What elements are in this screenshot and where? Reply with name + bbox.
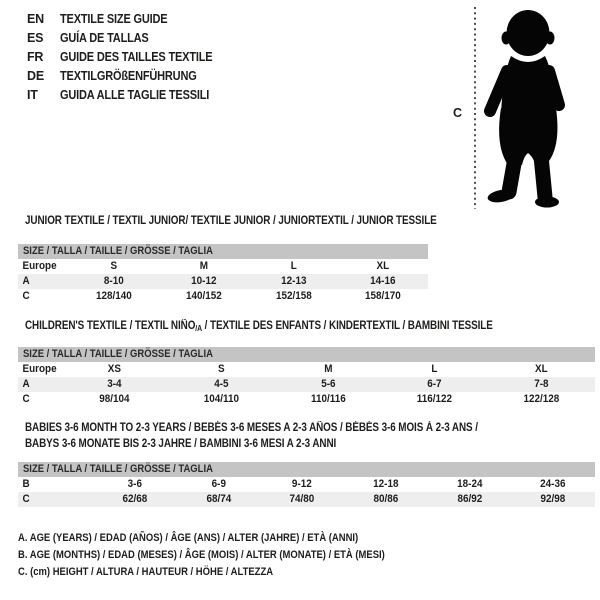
size-cell: S [110,260,118,272]
height-measure-label: C [453,106,463,120]
height-cell: 140/152 [185,290,222,302]
size-header-bar [18,244,428,259]
size-cell: XL [376,260,390,272]
table-row-height [18,492,595,507]
height-cell: 80/86 [373,493,399,505]
height-cell: 98/104 [99,393,130,405]
guide-title-de: TEXTILGRÖßENFÜHRUNG [60,69,197,83]
guide-title-es: GUÍA DE TALLAS [60,31,149,45]
table-row-months [18,477,595,492]
age-cell: 4-5 [214,378,229,390]
height-cell: 122/128 [523,393,560,405]
height-cell: 152/158 [275,290,312,302]
age-cell: 12-13 [280,275,307,287]
size-header-label: SIZE / TALLA / TAILLE / GRÖSSE / TAGLIA [23,463,213,475]
guide-title-fr: GUIDE DES TAILLES TEXTILE [60,50,213,64]
children-table-title [25,320,493,335]
children-title-subscript: /A [195,324,203,333]
children-size-table [18,347,595,407]
months-cell: 12-18 [373,478,399,490]
row-label: C [22,290,30,302]
age-cell: 10-12 [191,275,217,287]
months-cell: 24-36 [540,478,566,490]
height-cell: 86/92 [457,493,482,505]
size-header-bar [18,462,595,477]
language-code: FR [27,50,44,64]
height-cell: 74/80 [289,493,315,505]
size-header-label: SIZE / TALLA / TAILLE / GRÖSSE / TAGLIA [23,348,213,360]
language-title-list [27,10,233,105]
age-cell: 8-10 [104,275,125,287]
size-cell: L [290,260,297,272]
row-label: A [22,275,30,287]
abbreviation-legend [18,530,445,581]
size-cell: S [218,363,225,375]
row-label: Europe [22,363,57,375]
language-code: ES [27,31,44,45]
height-cell: 68/74 [206,493,231,505]
size-cell: L [431,363,438,375]
size-header-label: SIZE / TALLA / TAILLE / GRÖSSE / TAGLIA [23,245,213,257]
row-label: C [22,493,30,505]
children-title-part: CHILDREN'S TEXTILE / TEXTIL NIÑO [25,320,196,332]
size-cell: XL [535,363,548,375]
row-label: C [22,393,30,405]
row-label: Europe [22,260,57,272]
babies-table-title-line1: BABIES 3-6 MONTH TO 2-3 YEARS / BEBÉS 3-6 MESES A 2-3 AÑOS / BÉBÉS 3-6 MOIS À 2-3 ANS / [25,422,478,434]
months-cell: 6-9 [211,478,226,490]
months-cell: 9-12 [292,478,313,490]
table-row-europe [18,259,428,274]
age-cell: 6-7 [427,378,442,390]
age-cell: 7-8 [534,378,549,390]
size-cell: M [199,260,208,272]
language-row-de [27,67,233,86]
babies-size-table [18,462,595,507]
months-cell: 3-6 [127,478,142,490]
language-code: EN [27,12,44,26]
language-row-it [27,86,233,105]
children-title-part: / TEXTILE DES ENFANTS / KINDERTEXTIL / BAMBINI TESSILE [202,320,493,332]
toddler-silhouette-icon [481,8,576,208]
table-row-europe [18,362,595,377]
junior-size-table [18,244,428,304]
height-cell: 128/140 [96,290,132,302]
guide-title-it: GUIDA ALLE TAGLIE TESSILI [60,88,210,102]
size-header-bar [18,347,595,362]
babies-table-title-line2: BABYS 3-6 MONATE BIS 2-3 JAHRE / BAMBINI 3-6 MESI A 2-3 ANNI [25,438,337,450]
guide-title-en: TEXTILE SIZE GUIDE [60,12,168,26]
table-row-height [18,289,428,304]
language-code: IT [27,88,38,102]
age-cell: 5-6 [320,378,336,390]
size-cell: M [323,363,333,375]
legend-line-height: C. (cm) HEIGHT / ALTURA / HAUTEUR / HÖHE / ALTEZZA [18,566,274,578]
age-cell: 3-4 [107,378,122,390]
size-cell: XS [108,363,122,375]
months-cell: 18-24 [456,478,483,490]
language-code: DE [27,69,44,83]
legend-line-age-months: B. AGE (MONTHS) / EDAD (MESES) / ÂGE (MOIS) / ALTER (MONATE) / ETÀ (MESI) [18,549,385,561]
language-row-en [27,10,233,29]
height-cell: 92/98 [540,493,566,505]
height-measure-dotted-line [471,6,479,210]
table-row-height [18,392,595,407]
language-row-es [27,29,233,48]
junior-table-title: JUNIOR TEXTILE / TEXTIL JUNIOR/ TEXTILE JUNIOR / JUNIORTEXTIL / JUNIOR TESSILE [25,215,437,227]
age-cell: 14-16 [370,275,396,287]
height-cell: 110/116 [310,393,346,405]
height-cell: 116/122 [417,393,453,405]
legend-line-age-years: A. AGE (YEARS) / EDAD (AÑOS) / ÂGE (ANS) / ALTER (JAHRE) / ETÀ (ANNI) [18,532,359,544]
language-row-fr [27,48,233,67]
row-label: B [22,478,30,490]
row-label: A [22,378,30,390]
height-cell: 158/170 [365,290,402,302]
table-row-age [18,274,428,289]
height-cell: 104/110 [203,393,239,405]
height-cell: 62/68 [122,493,148,505]
table-row-age [18,377,595,392]
